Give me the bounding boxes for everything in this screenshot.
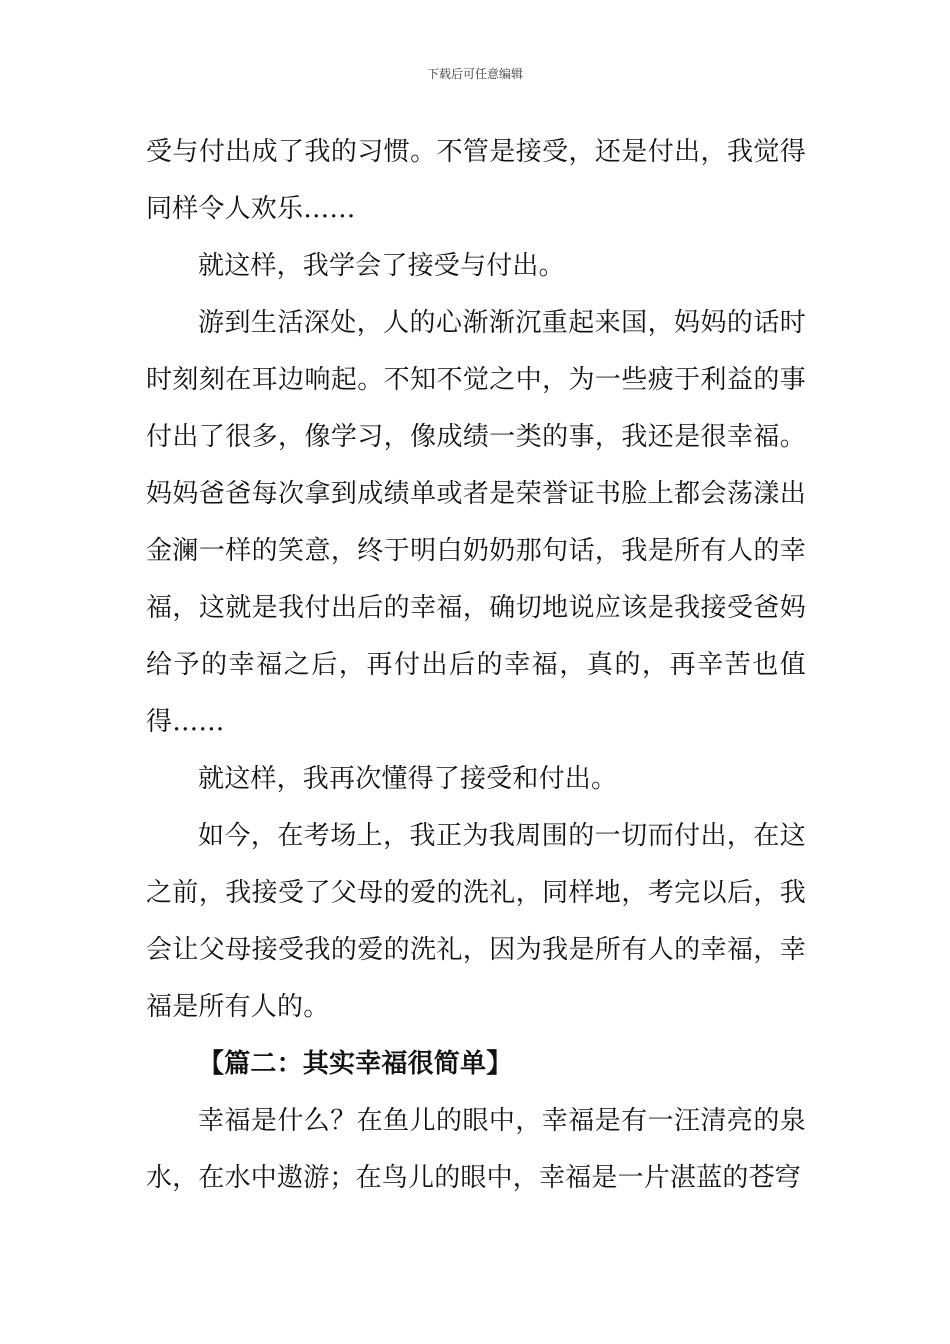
paragraph-4: 就这样，我再次懂得了接受和付出。: [198, 764, 618, 794]
paragraph-6: 幸福是什么？在鱼儿的眼中，幸福是有一汪清亮的泉水，在水中遨游；在鸟儿的眼中，幸福是一片湛蓝的苍穹: [146, 1106, 806, 1193]
paragraph-5: 如今，在考场上，我正为我周围的一切而付出，在这之前，我接受了父母的爱的洗礼，同样地，考完以后，我会让父母接受我的爱的洗礼，因为我是所有人的幸福，幸福是所有人的。: [146, 821, 806, 1022]
section-heading: 【篇二：其实幸福很简单】: [198, 1049, 513, 1079]
document-body: [146, 124, 806, 1207]
page-header: 下载后可任意编辑: [426, 67, 523, 81]
paragraph-3: 游到生活深处，人的心渐渐沉重起来国，妈妈的话时时刻刻在耳边响起。不知不觉之中，为一些疲于利益的事付出了很多，像学习，像成绩一类的事，我还是很幸福。妈妈爸爸每次拿到成绩单或者是荣誉证书脸上都会荡漾出金澜一样的笑意，终于明白奶奶那句话，我是所有人的幸福，这就是我付出后的幸福，确切地说应该是我接受爸妈给予的幸福之后，再付出后的幸福，真的，再辛苦也值得……: [146, 308, 806, 737]
paragraph-2: 就这样，我学会了接受与付出。: [198, 251, 565, 281]
paragraph-1: 受与付出成了我的习惯。不管是接受，还是付出，我觉得同样令人欢乐……: [146, 137, 806, 224]
